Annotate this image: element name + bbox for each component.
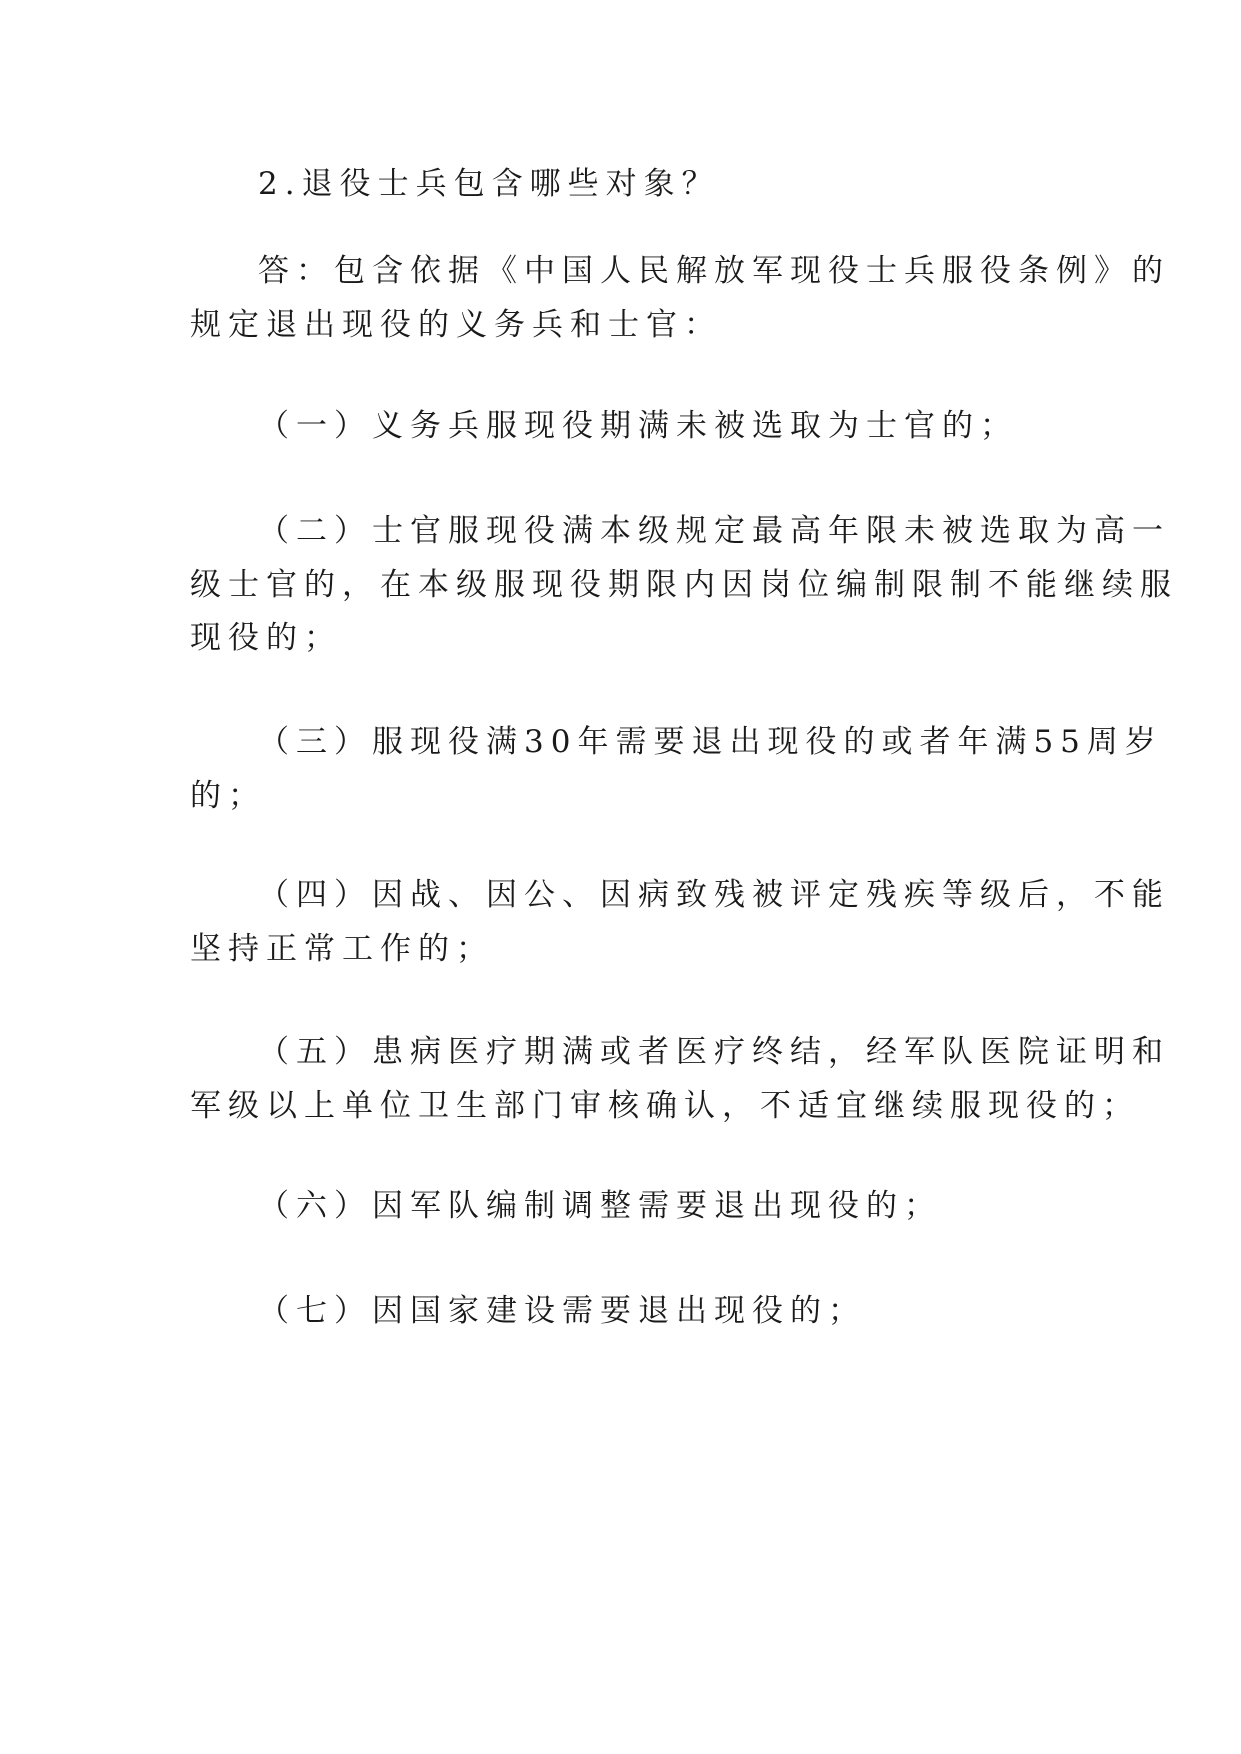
item-2-line-1: （二）士官服现役满本级规定最高年限未被选取为高一 [258, 513, 1170, 549]
item-6-line-1: （六）因军队编制调整需要退出现役的； [258, 1188, 942, 1224]
item-4-line-2: 坚持正常工作的； [190, 931, 494, 967]
item-7-line-1: （七）因国家建设需要退出现役的； [258, 1293, 866, 1329]
question-heading: 2.退役士兵包含哪些对象？ [258, 166, 720, 202]
answer-intro-line-1: 答：包含依据《中国人民解放军现役士兵服役条例》的 [258, 253, 1170, 289]
item-3-line-2: 的； [190, 778, 266, 814]
item-3-line-1: （三）服现役满30年需要退出现役的或者年满55周岁 [258, 724, 1163, 760]
item-5-line-2: 军级以上单位卫生部门审核确认，不适宜继续服现役的； [190, 1088, 1140, 1124]
item-2-line-2: 级士官的，在本级服现役期限内因岗位编制限制不能继续服 [190, 567, 1178, 603]
item-4-line-1: （四）因战、因公、因病致残被评定残疾等级后，不能 [258, 877, 1170, 913]
item-2-line-3: 现役的； [190, 620, 342, 656]
item-5-line-1: （五）患病医疗期满或者医疗终结，经军队医院证明和 [258, 1034, 1170, 1070]
item-1-line-1: （一）义务兵服现役期满未被选取为士官的； [258, 408, 1018, 444]
answer-intro-line-2: 规定退出现役的义务兵和士官： [190, 307, 722, 343]
